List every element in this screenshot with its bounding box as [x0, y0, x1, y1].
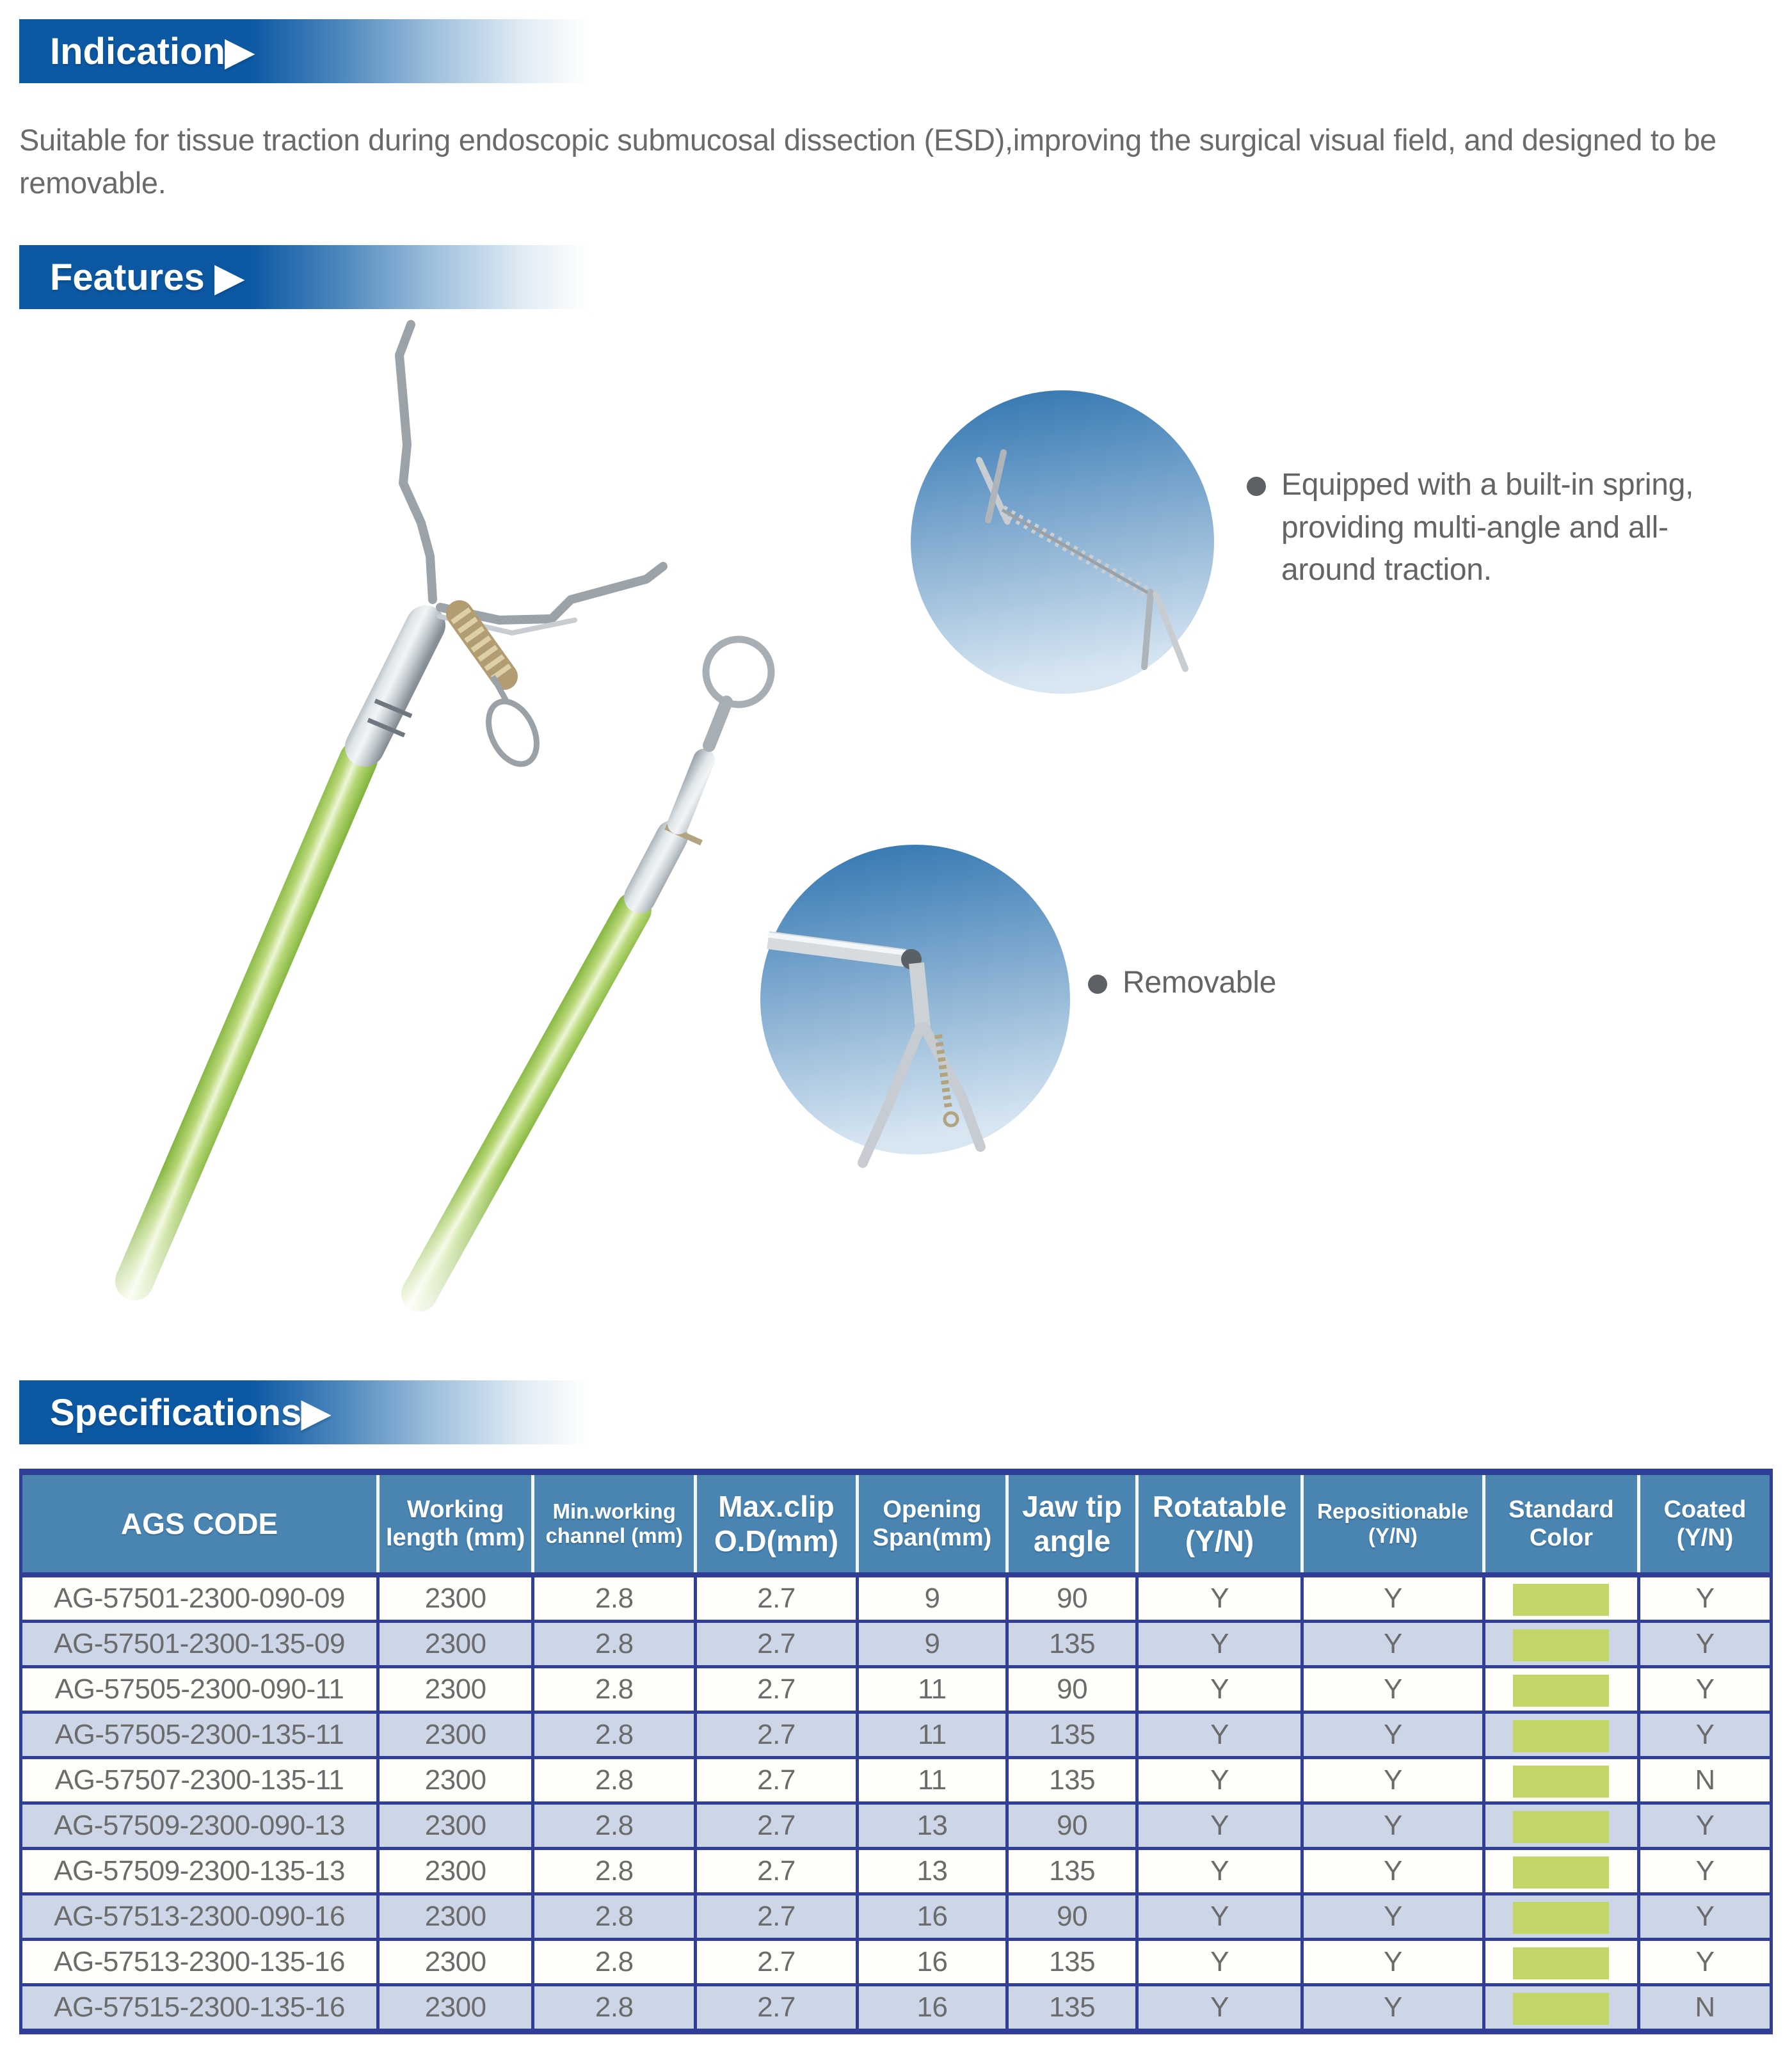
- cell-angle: 90: [1007, 1803, 1137, 1849]
- cell-length: 2300: [378, 1667, 533, 1712]
- cell-color: [1484, 1803, 1638, 1849]
- cell-span: 9: [857, 1575, 1007, 1622]
- feature-item-spring: [1247, 464, 1748, 591]
- standard-color-swatch: [1513, 1629, 1609, 1661]
- cell-repo: Y: [1302, 1758, 1484, 1803]
- table-row: [21, 1667, 1772, 1712]
- indication-body-text: Suitable for tissue traction during endoscopic submucosal dissection (ESD),improving the surgical visual field, and designed to be removable.: [19, 123, 1716, 200]
- cell-span: 16: [857, 1985, 1007, 2032]
- cell-angle: 90: [1007, 1894, 1137, 1940]
- cell-repo: Y: [1302, 1712, 1484, 1758]
- table-row: [21, 1712, 1772, 1758]
- cell-repo: Y: [1302, 1667, 1484, 1712]
- cell-span: 16: [857, 1894, 1007, 1940]
- spec-table-header-row: [21, 1472, 1772, 1575]
- cell-repo: Y: [1302, 1985, 1484, 2032]
- cell-span: 11: [857, 1667, 1007, 1712]
- cell-angle: 135: [1007, 1940, 1137, 1985]
- cell-rot: Y: [1137, 1575, 1302, 1622]
- cell-od: 2.7: [696, 1712, 858, 1758]
- cell-channel: 2.8: [533, 1985, 696, 2032]
- cell-coated: N: [1639, 1758, 1772, 1803]
- table-row: [21, 1894, 1772, 1940]
- standard-color-swatch: [1513, 1856, 1609, 1888]
- column-header-od: Max.clip O.D(mm): [696, 1472, 858, 1575]
- cell-repo: Y: [1302, 1940, 1484, 1985]
- column-header-code: AGS CODE: [21, 1472, 378, 1575]
- cell-angle: 135: [1007, 1849, 1137, 1894]
- cell-length: 2300: [378, 1758, 533, 1803]
- cell-coated: Y: [1639, 1803, 1772, 1849]
- cell-length: 2300: [378, 1894, 533, 1940]
- cell-channel: 2.8: [533, 1575, 696, 1622]
- cell-color: [1484, 1849, 1638, 1894]
- column-header-length: Working length (mm): [378, 1472, 533, 1575]
- cell-coated: Y: [1639, 1894, 1772, 1940]
- cell-code: AG-57505-2300-135-11: [21, 1712, 378, 1758]
- removable-detail-circle: [760, 845, 1070, 1163]
- cell-od: 2.7: [696, 1803, 858, 1849]
- cell-code: AG-57501-2300-135-09: [21, 1622, 378, 1667]
- cell-od: 2.7: [696, 1758, 858, 1803]
- cell-repo: Y: [1302, 1575, 1484, 1622]
- column-header-repo: Repositionable (Y/N): [1302, 1472, 1484, 1575]
- table-row: [21, 1575, 1772, 1622]
- cell-color: [1484, 1575, 1638, 1622]
- column-header-rot: Rotatable (Y/N): [1137, 1472, 1302, 1575]
- standard-color-swatch: [1513, 1584, 1609, 1616]
- cell-channel: 2.8: [533, 1622, 696, 1667]
- cell-coated: Y: [1639, 1667, 1772, 1712]
- cell-coated: N: [1639, 1985, 1772, 2032]
- features-title: Features ▶: [50, 257, 244, 299]
- cell-od: 2.7: [696, 1894, 858, 1940]
- spring-detail-circle: [911, 390, 1214, 694]
- spec-table: [19, 1469, 1773, 2034]
- cell-color: [1484, 1985, 1638, 2032]
- cell-code: AG-57513-2300-135-16: [21, 1940, 378, 1985]
- cell-code: AG-57509-2300-090-13: [21, 1803, 378, 1849]
- cell-span: 11: [857, 1712, 1007, 1758]
- cell-color: [1484, 1940, 1638, 1985]
- table-row: [21, 1803, 1772, 1849]
- cell-angle: 90: [1007, 1667, 1137, 1712]
- cell-channel: 2.8: [533, 1667, 696, 1712]
- cell-color: [1484, 1622, 1638, 1667]
- cell-channel: 2.8: [533, 1803, 696, 1849]
- cell-code: AG-57501-2300-090-09: [21, 1575, 378, 1622]
- standard-color-swatch: [1513, 1993, 1609, 2025]
- cell-repo: Y: [1302, 1894, 1484, 1940]
- feature-text-spring: Equipped with a built-in spring, providing multi-angle and all-around traction.: [1281, 468, 1694, 587]
- cell-span: 13: [857, 1849, 1007, 1894]
- features-figure: [0, 318, 1792, 1316]
- column-header-channel: Min.working channel (mm): [533, 1472, 696, 1575]
- cell-angle: 135: [1007, 1622, 1137, 1667]
- column-header-angle: Jaw tip angle: [1007, 1472, 1137, 1575]
- cell-rot: Y: [1137, 1622, 1302, 1667]
- feature-item-removable: [1088, 962, 1276, 1004]
- specifications-title: Specifications▶: [50, 1392, 330, 1434]
- cell-code: AG-57515-2300-135-16: [21, 1985, 378, 2032]
- cell-code: AG-57513-2300-090-16: [21, 1894, 378, 1940]
- cell-length: 2300: [378, 1622, 533, 1667]
- standard-color-swatch: [1513, 1675, 1609, 1707]
- cell-rot: Y: [1137, 1758, 1302, 1803]
- cell-span: 13: [857, 1803, 1007, 1849]
- cell-od: 2.7: [696, 1622, 858, 1667]
- table-row: [21, 1849, 1772, 1894]
- cell-channel: 2.8: [533, 1712, 696, 1758]
- cell-code: AG-57509-2300-135-13: [21, 1849, 378, 1894]
- standard-color-swatch: [1513, 1902, 1609, 1934]
- cell-color: [1484, 1667, 1638, 1712]
- cell-rot: Y: [1137, 1712, 1302, 1758]
- standard-color-swatch: [1513, 1766, 1609, 1798]
- cell-channel: 2.8: [533, 1940, 696, 1985]
- cell-length: 2300: [378, 1849, 533, 1894]
- cell-repo: Y: [1302, 1803, 1484, 1849]
- bullet-icon: [1247, 477, 1266, 496]
- cell-coated: Y: [1639, 1940, 1772, 1985]
- cell-repo: Y: [1302, 1849, 1484, 1894]
- cell-rot: Y: [1137, 1667, 1302, 1712]
- cell-code: AG-57505-2300-090-11: [21, 1667, 378, 1712]
- cell-od: 2.7: [696, 1575, 858, 1622]
- standard-color-swatch: [1513, 1720, 1609, 1752]
- cell-length: 2300: [378, 1712, 533, 1758]
- column-header-coated: Coated (Y/N): [1639, 1472, 1772, 1575]
- cell-length: 2300: [378, 1803, 533, 1849]
- cell-rot: Y: [1137, 1985, 1302, 2032]
- cell-length: 2300: [378, 1985, 533, 2032]
- column-header-color: Standard Color: [1484, 1472, 1638, 1575]
- cell-rot: Y: [1137, 1849, 1302, 1894]
- cell-span: 9: [857, 1622, 1007, 1667]
- features-section-header: [19, 245, 595, 309]
- table-row: [21, 1985, 1772, 2032]
- cell-channel: 2.8: [533, 1894, 696, 1940]
- cell-od: 2.7: [696, 1985, 858, 2032]
- cell-coated: Y: [1639, 1622, 1772, 1667]
- standard-color-swatch: [1513, 1811, 1609, 1843]
- cell-length: 2300: [378, 1575, 533, 1622]
- cell-color: [1484, 1894, 1638, 1940]
- clip-device-open-jaws: [134, 324, 663, 1281]
- cell-span: 11: [857, 1758, 1007, 1803]
- cell-span: 16: [857, 1940, 1007, 1985]
- indication-title: Indication▶: [50, 31, 254, 72]
- cell-angle: 135: [1007, 1758, 1137, 1803]
- cell-color: [1484, 1758, 1638, 1803]
- column-header-span: Opening Span(mm): [857, 1472, 1007, 1575]
- table-row: [21, 1758, 1772, 1803]
- cell-channel: 2.8: [533, 1758, 696, 1803]
- cell-coated: Y: [1639, 1849, 1772, 1894]
- cell-code: AG-57507-2300-135-11: [21, 1758, 378, 1803]
- cell-rot: Y: [1137, 1803, 1302, 1849]
- feature-text-removable: Removable: [1123, 966, 1277, 1000]
- spec-table-body: [21, 1575, 1772, 2032]
- cell-angle: 135: [1007, 1712, 1137, 1758]
- cell-rot: Y: [1137, 1894, 1302, 1940]
- cell-od: 2.7: [696, 1849, 858, 1894]
- bullet-icon: [1088, 975, 1107, 994]
- cell-repo: Y: [1302, 1622, 1484, 1667]
- standard-color-swatch: [1513, 1947, 1609, 1979]
- table-row: [21, 1622, 1772, 1667]
- cell-od: 2.7: [696, 1667, 858, 1712]
- cell-od: 2.7: [696, 1940, 858, 1985]
- cell-length: 2300: [378, 1940, 533, 1985]
- cell-rot: Y: [1137, 1940, 1302, 1985]
- cell-color: [1484, 1712, 1638, 1758]
- specifications-section-header: [19, 1380, 595, 1444]
- table-row: [21, 1940, 1772, 1985]
- cell-coated: Y: [1639, 1712, 1772, 1758]
- indication-section-header: [19, 19, 595, 83]
- cell-angle: 90: [1007, 1575, 1137, 1622]
- cell-coated: Y: [1639, 1575, 1772, 1622]
- cell-channel: 2.8: [533, 1849, 696, 1894]
- cell-angle: 135: [1007, 1985, 1137, 2032]
